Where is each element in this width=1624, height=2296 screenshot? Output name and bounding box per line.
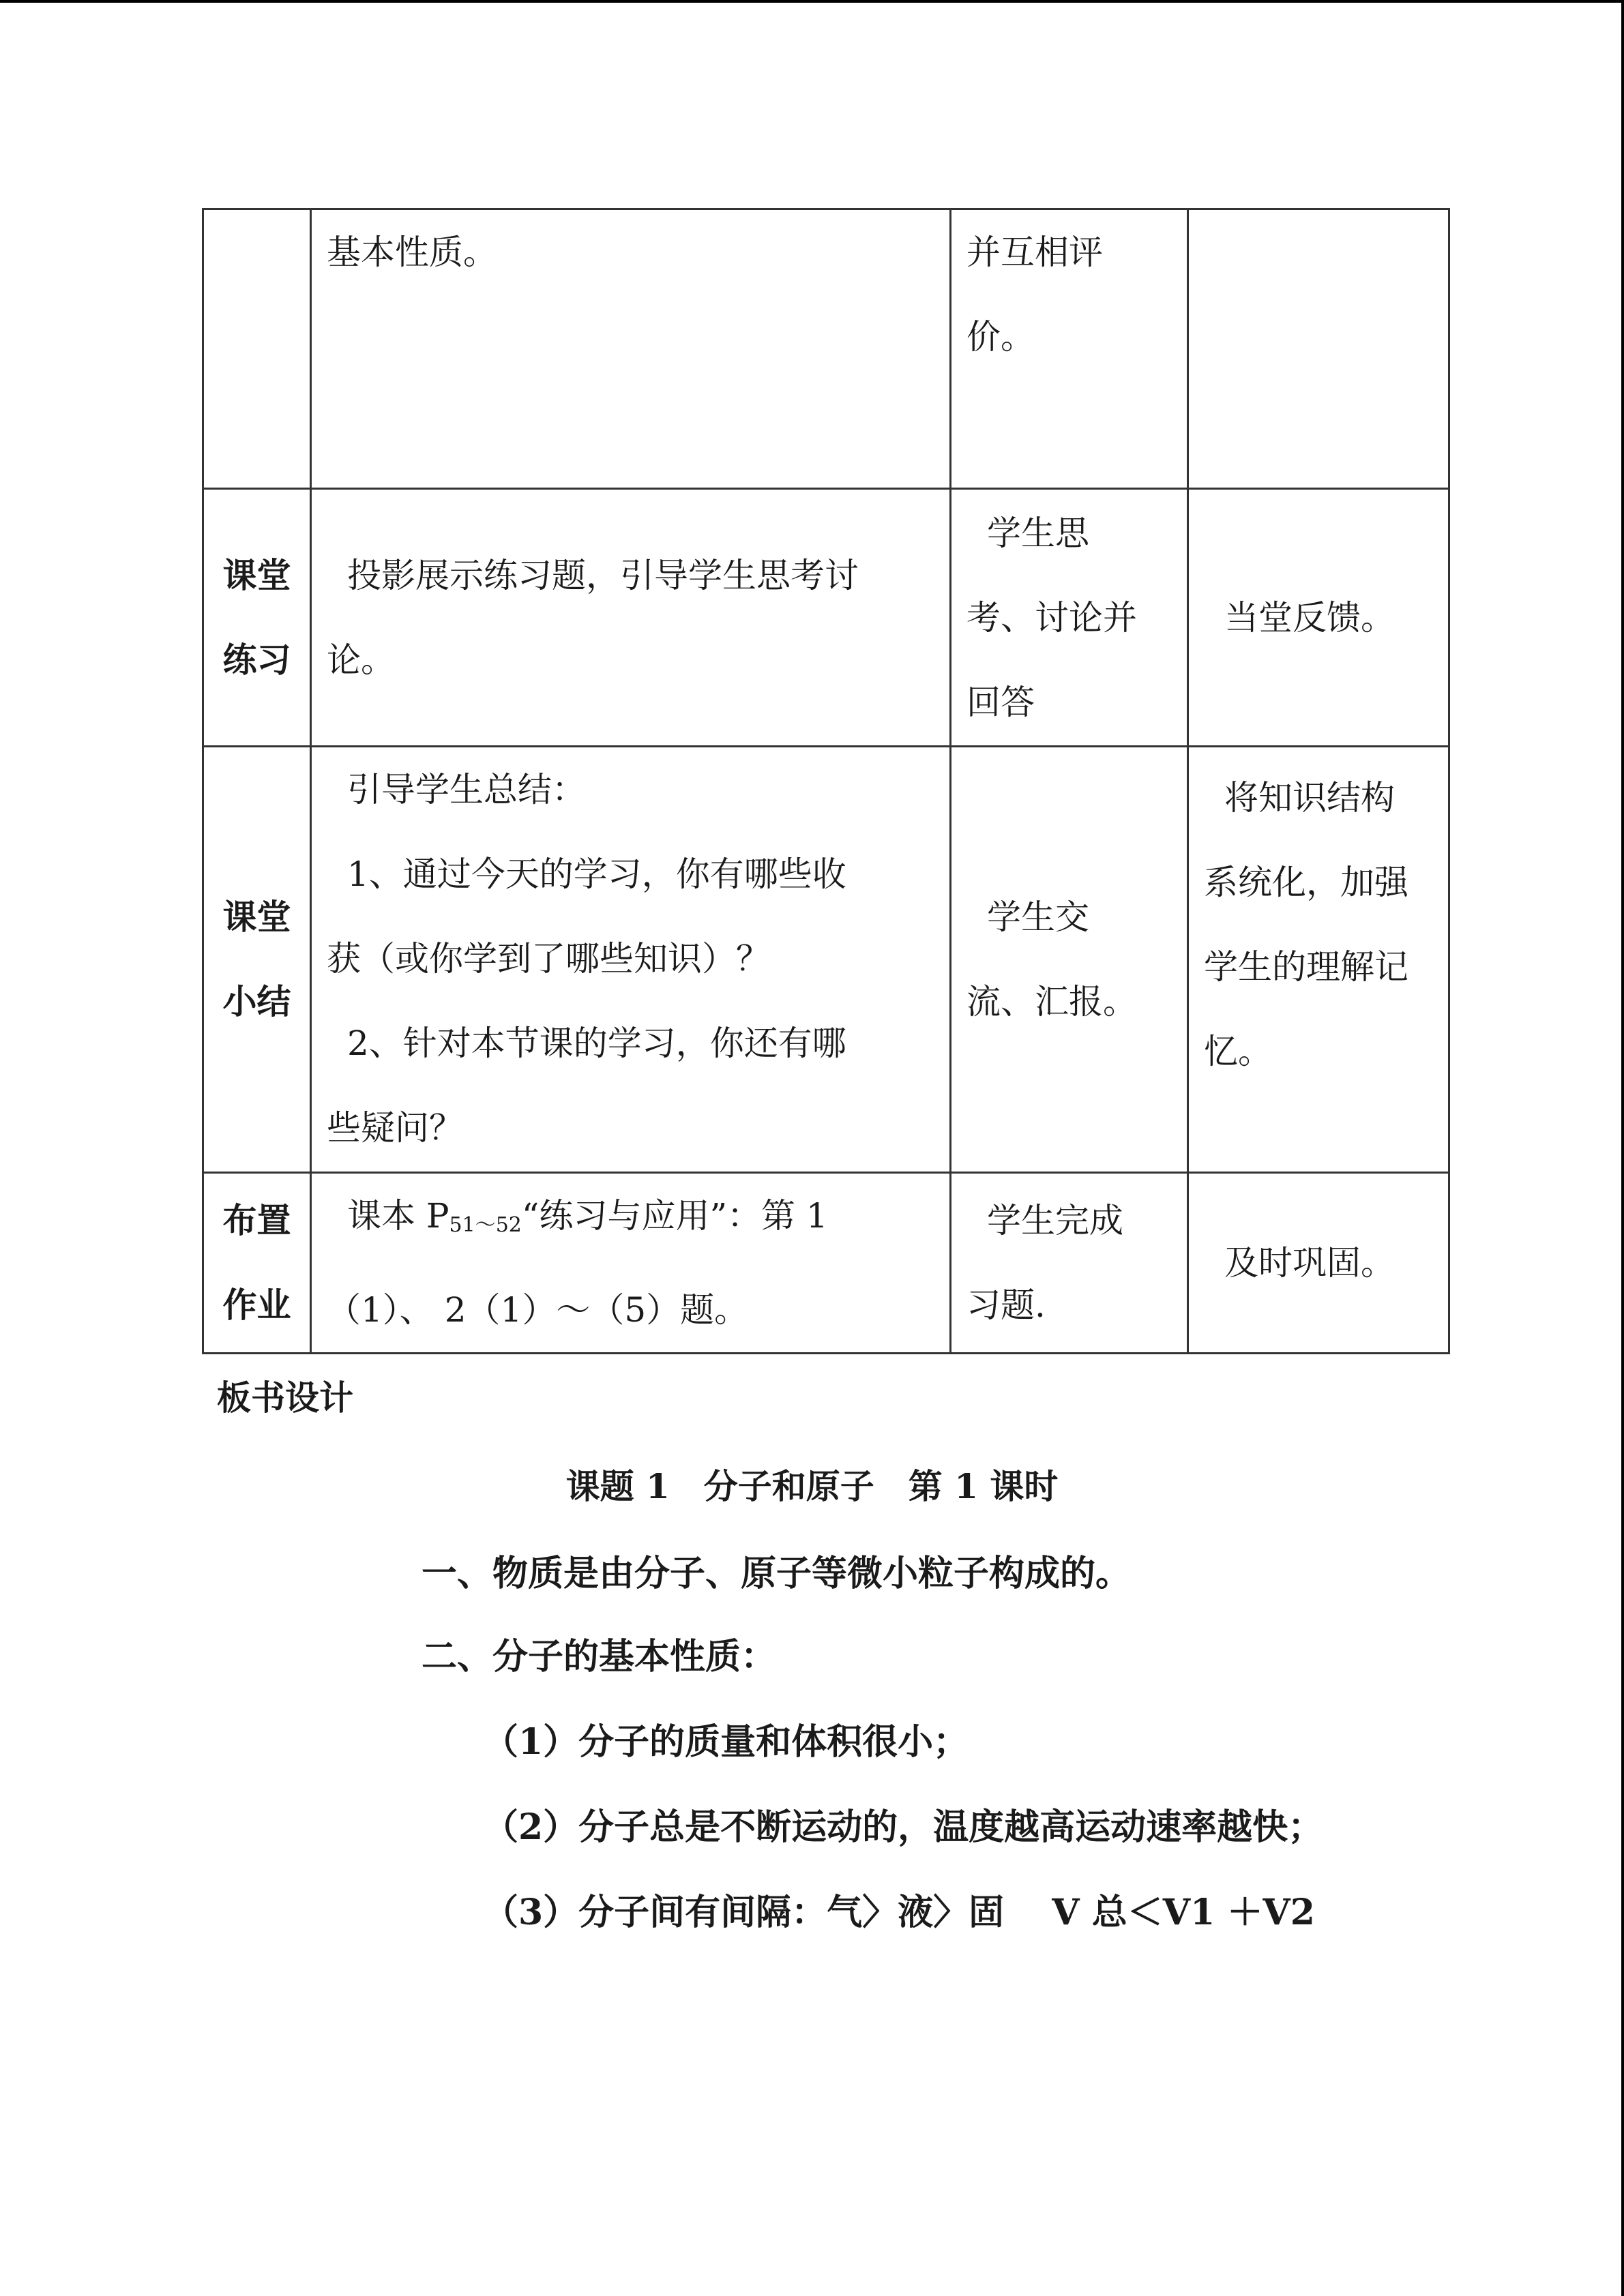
text-line: 习题.	[966, 1285, 1046, 1325]
homework-line	[327, 1174, 939, 1268]
table-row	[203, 1173, 1449, 1354]
text-line: 1、通过今天的学习，你有哪些收	[347, 854, 846, 894]
text-line: 价。	[966, 317, 1035, 357]
board-title: 课题 1 分子和原子 第 1 课时	[565, 1466, 1059, 1506]
text-line: 忆。	[1204, 1032, 1272, 1071]
text-line: 学生完成	[987, 1201, 1123, 1240]
text-line: 投影展示练习题，引导学生思考讨	[347, 555, 859, 595]
page-top-border	[0, 0, 1624, 3]
homework-prefix: 课本 P	[347, 1196, 449, 1236]
text-line: 将知识结构	[1224, 778, 1395, 818]
stage-cell	[203, 489, 311, 747]
text-line: 获（或你学到了哪些知识）？	[327, 939, 770, 979]
lesson-table	[202, 208, 1450, 1354]
text-line: 论。	[327, 640, 395, 680]
text-line: 学生的理解记	[1204, 947, 1408, 987]
table-row	[203, 209, 1449, 489]
intent-cell	[1188, 209, 1449, 489]
text-line: 并互相评	[966, 233, 1103, 272]
stage-label: 课堂	[222, 897, 291, 937]
text-line: 基本性质。	[327, 233, 497, 272]
homework-page-range: 51～52	[449, 1213, 522, 1237]
teacher-cell	[311, 209, 951, 489]
stage-label: 布置	[222, 1200, 291, 1240]
board-design-heading: 板书设计	[217, 1377, 353, 1418]
text-line: 回答	[966, 682, 1035, 722]
board-line: 一、物质是由分子、原子等微小粒子构成的。	[422, 1553, 1132, 1594]
page-right-border	[1621, 0, 1624, 2296]
stage-label: 课堂	[222, 554, 291, 595]
homework-rest: “练习与应用”：第 1	[521, 1196, 828, 1236]
stage-label: 小结	[222, 981, 291, 1022]
stage-cell	[203, 747, 311, 1173]
text-line: 2、针对本节课的学习，你还有哪	[347, 1024, 846, 1063]
board-line: （2）分子总是不断运动的，温度越高运动速率越快；	[483, 1806, 1324, 1848]
text-line: 系统化，加强	[1204, 863, 1408, 902]
student-cell	[951, 747, 1188, 1173]
text-line: 些疑问？	[327, 1108, 463, 1148]
text-line: 学生思	[987, 513, 1089, 553]
stage-label: 作业	[222, 1285, 291, 1325]
board-line: 二、分子的基本性质：	[422, 1636, 777, 1678]
stage-label: 练习	[222, 639, 291, 680]
table-row	[203, 489, 1449, 747]
text-line: 引导学生总结：	[347, 770, 586, 809]
stage-cell	[203, 1173, 311, 1354]
text-line: 及时巩固。	[1224, 1243, 1395, 1283]
stage-cell	[203, 209, 311, 489]
teacher-cell	[311, 1173, 951, 1354]
text-line: 流、汇报。	[966, 982, 1137, 1022]
teacher-cell	[311, 489, 951, 747]
intent-cell	[1188, 747, 1449, 1173]
student-cell	[951, 1173, 1188, 1354]
teacher-cell	[311, 747, 951, 1173]
text-line: 当堂反馈。	[1224, 597, 1395, 638]
text-line: 学生交	[987, 897, 1089, 937]
table-row	[203, 747, 1449, 1173]
student-cell	[951, 209, 1188, 489]
text-line: （1）、 2（1）～（5）题。	[327, 1290, 749, 1330]
student-cell	[951, 489, 1188, 747]
text-line: 考、讨论并	[966, 597, 1137, 638]
intent-cell	[1188, 489, 1449, 747]
intent-cell	[1188, 1173, 1449, 1354]
board-line: （3）分子间有间隔：气〉液〉固 V 总＜V1 ＋V2	[483, 1892, 1315, 1933]
board-line: （1）分子的质量和体积很小；	[483, 1721, 969, 1763]
